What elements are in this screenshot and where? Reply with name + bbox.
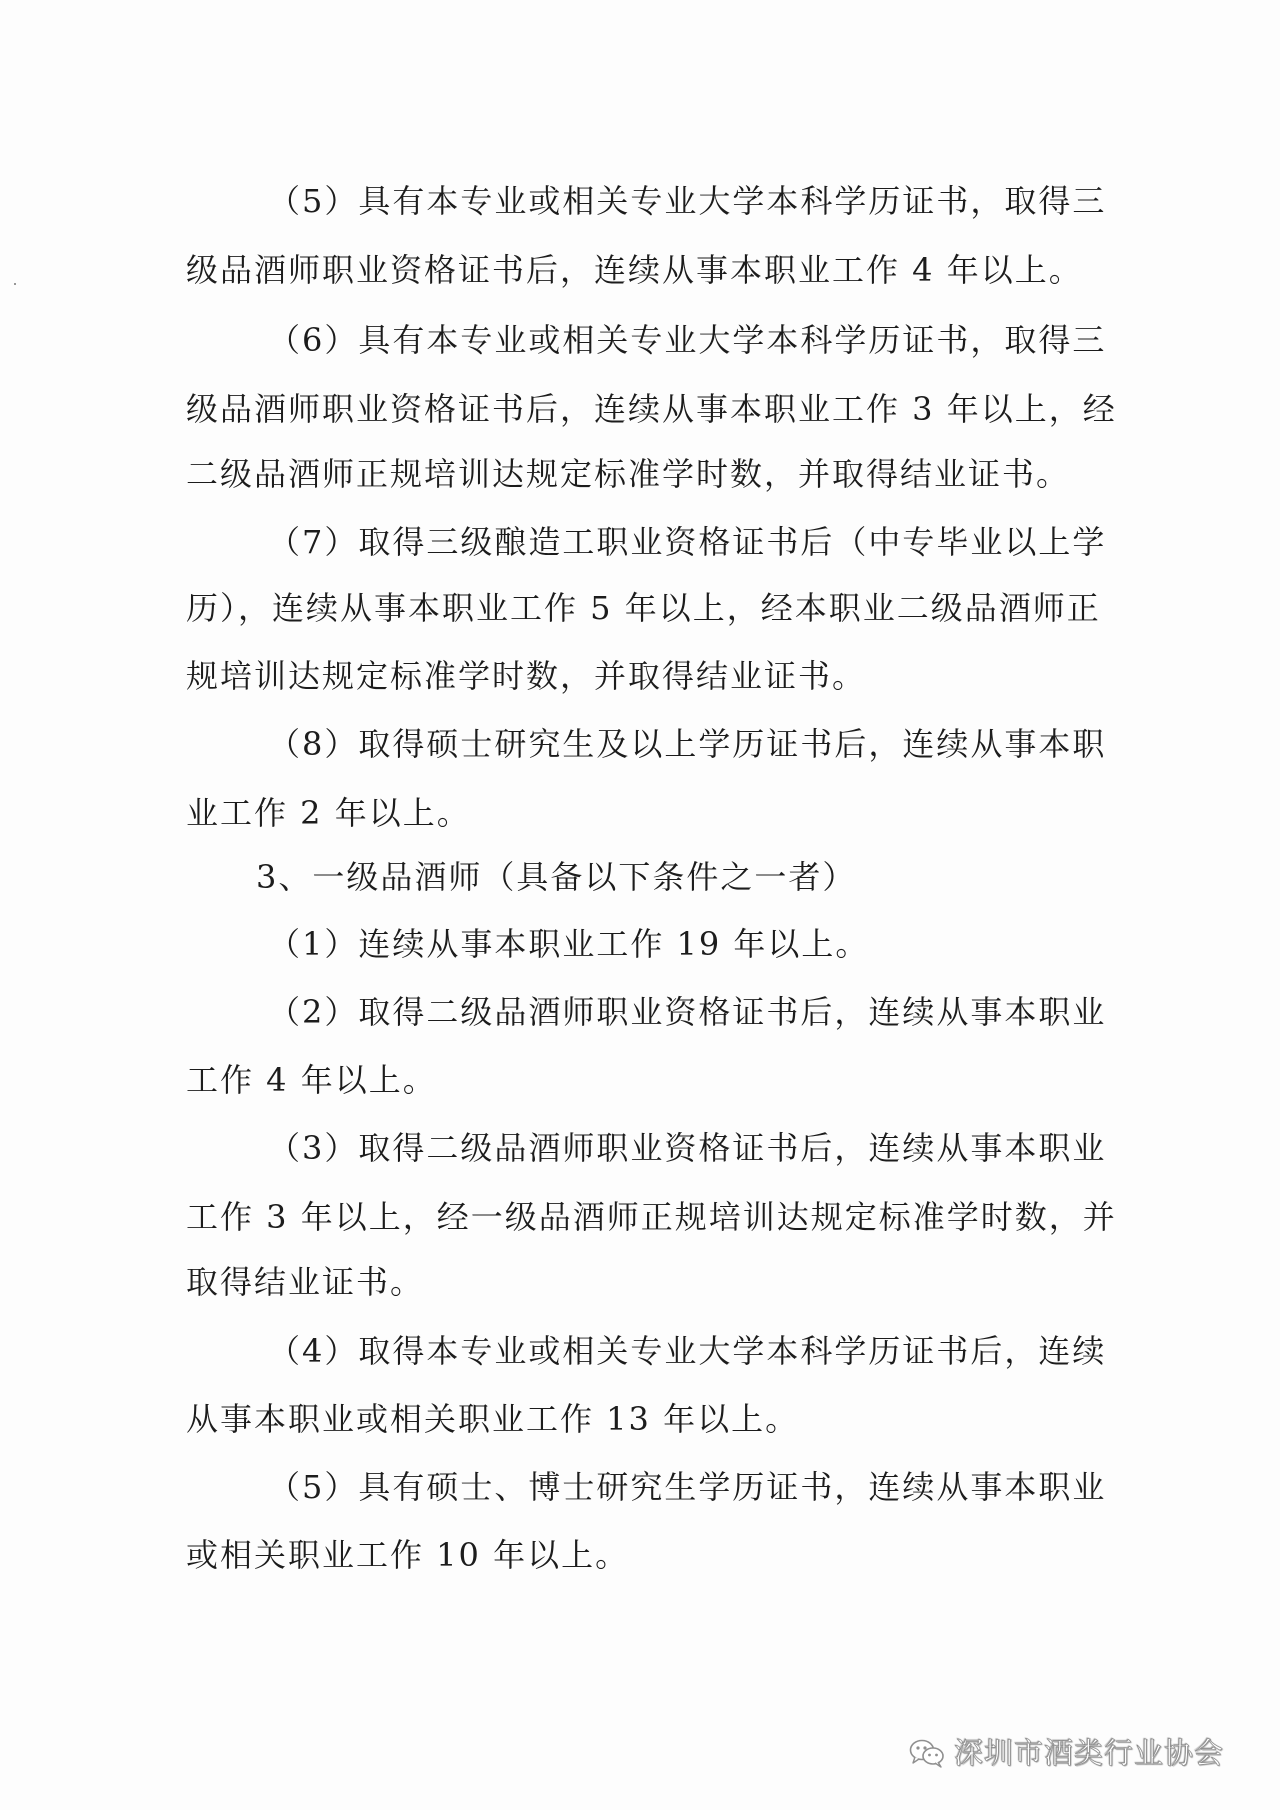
text-line: 级品酒师职业资格证书后，连续从事本职业工作 3 年以上，经	[186, 390, 1117, 428]
text-line: 从事本职业或相关职业工作 13 年以上。	[186, 1400, 800, 1438]
text-line: 或相关职业工作 10 年以上。	[186, 1536, 630, 1574]
text-line: 取得结业证书。	[186, 1263, 425, 1301]
text-line: （1）连续从事本职业工作 19 年以上。	[268, 925, 870, 963]
text-line: 工作 3 年以上，经一级品酒师正规培训达规定标准学时数，并	[186, 1198, 1117, 1236]
section-heading: 3、一级品酒师（具备以下条件之一者）	[256, 858, 857, 896]
text-line: 二级品酒师正规培训达规定标准学时数，并取得结业证书。	[186, 455, 1071, 493]
text-line: （5）具有本专业或相关专业大学本科学历证书，取得三	[268, 182, 1107, 220]
scan-speck	[14, 283, 16, 285]
text-line: 工作 4 年以上。	[186, 1061, 437, 1099]
wechat-icon	[908, 1737, 946, 1769]
watermark-text: 深圳市酒类行业协会	[954, 1736, 1225, 1770]
text-line: （6）具有本专业或相关专业大学本科学历证书，取得三	[268, 321, 1107, 359]
text-line: 级品酒师职业资格证书后，连续从事本职业工作 4 年以上。	[186, 251, 1083, 289]
watermark	[908, 1733, 1224, 1773]
text-line: （4）取得本专业或相关专业大学本科学历证书后，连续	[268, 1332, 1107, 1370]
text-line: 历），连续从事本职业工作 5 年以上，经本职业二级品酒师正	[186, 589, 1101, 627]
text-line: 业工作 2 年以上。	[186, 794, 471, 832]
text-line: 规培训达规定标准学时数，并取得结业证书。	[186, 657, 867, 695]
text-line: （8）取得硕士研究生及以上学历证书后，连续从事本职	[268, 725, 1107, 763]
text-line: （5）具有硕士、博士研究生学历证书，连续从事本职业	[268, 1468, 1107, 1506]
text-line: （3）取得二级品酒师职业资格证书后，连续从事本职业	[268, 1129, 1107, 1167]
text-line: （7）取得三级酿造工职业资格证书后（中专毕业以上学	[268, 523, 1107, 561]
text-line: （2）取得二级品酒师职业资格证书后，连续从事本职业	[268, 993, 1107, 1031]
